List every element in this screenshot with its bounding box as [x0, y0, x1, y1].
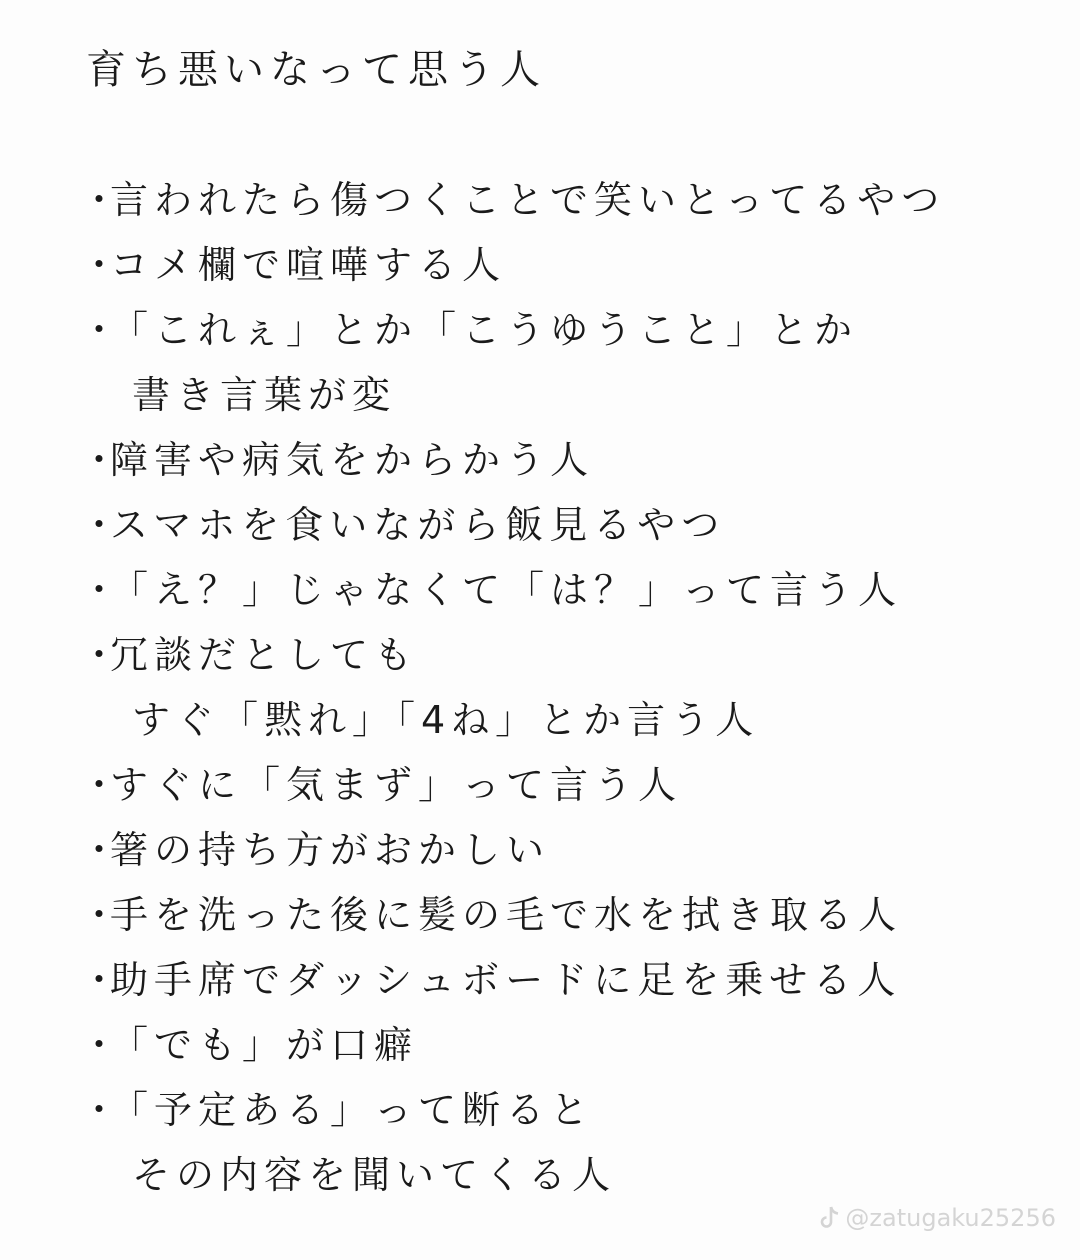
list-item-text-continued: その内容を聞いてくる人 [132, 1153, 617, 1197]
bullet: ・ [80, 633, 119, 677]
bullet: ・ [80, 828, 119, 872]
list-item-text: 手を洗った後に髪の毛で水を拭き取る人 [110, 893, 903, 937]
bullet: ・ [80, 568, 119, 612]
list-item [80, 298, 1040, 428]
list-item [80, 818, 1040, 883]
list-item-text: 箸の持ち方がおかしい [110, 828, 551, 872]
list-item-text: すぐに「気まず」って言う人 [110, 763, 683, 807]
list-item [80, 428, 1040, 493]
list-item-text: コメ欄で喧嘩する人 [110, 243, 507, 287]
list-item [80, 493, 1040, 558]
bullet: ・ [80, 763, 119, 807]
list-item-text: 助手席でダッシュボードに足を乗せる人 [110, 958, 902, 1002]
item-list [80, 168, 1040, 1208]
list-item-text: スマホを食いながら飯見るやつ [110, 503, 726, 547]
list-item [80, 558, 1040, 623]
bullet: ・ [80, 893, 119, 937]
list-item-text: 「え？」じゃなくて「は？」って言う人 [110, 568, 903, 612]
list-item [80, 948, 1040, 1013]
watermark-handle: @zatugaku25256 [845, 1204, 1056, 1232]
list-item [80, 233, 1040, 298]
list-item-text: 障害や病気をからかう人 [110, 438, 595, 482]
list-item-text: 言われたら傷つくことで笑いとってるやつ [110, 178, 946, 222]
bullet: ・ [80, 958, 119, 1002]
bullet: ・ [80, 178, 119, 222]
list-item-text: 「これぇ」とか「こうゆうこと」とか [110, 308, 859, 352]
bullet: ・ [80, 1023, 119, 1067]
list-item-text: 「でも」が口癖 [110, 1023, 419, 1067]
bullet: ・ [80, 1088, 119, 1132]
list-item [80, 1013, 1040, 1078]
list-item [80, 623, 1040, 753]
list-item-text-continued: 書き言葉が変 [132, 373, 397, 417]
list-item [80, 883, 1040, 948]
list-item-text: 冗談だとしても [110, 633, 419, 677]
bullet: ・ [80, 503, 119, 547]
list-item-text: 「予定ある」って断ると [110, 1088, 595, 1132]
bullet: ・ [80, 243, 119, 287]
bullet: ・ [80, 308, 119, 352]
watermark [819, 1204, 1056, 1232]
list-item [80, 1078, 1040, 1208]
bullet: ・ [80, 438, 119, 482]
list-item [80, 168, 1040, 233]
tiktok-icon [819, 1205, 841, 1231]
list-item [80, 753, 1040, 818]
list-item-text-continued: すぐ「黙れ」「4ね」とか言う人 [132, 698, 760, 742]
page-title: 育ち悪いなって思う人 [86, 47, 546, 93]
